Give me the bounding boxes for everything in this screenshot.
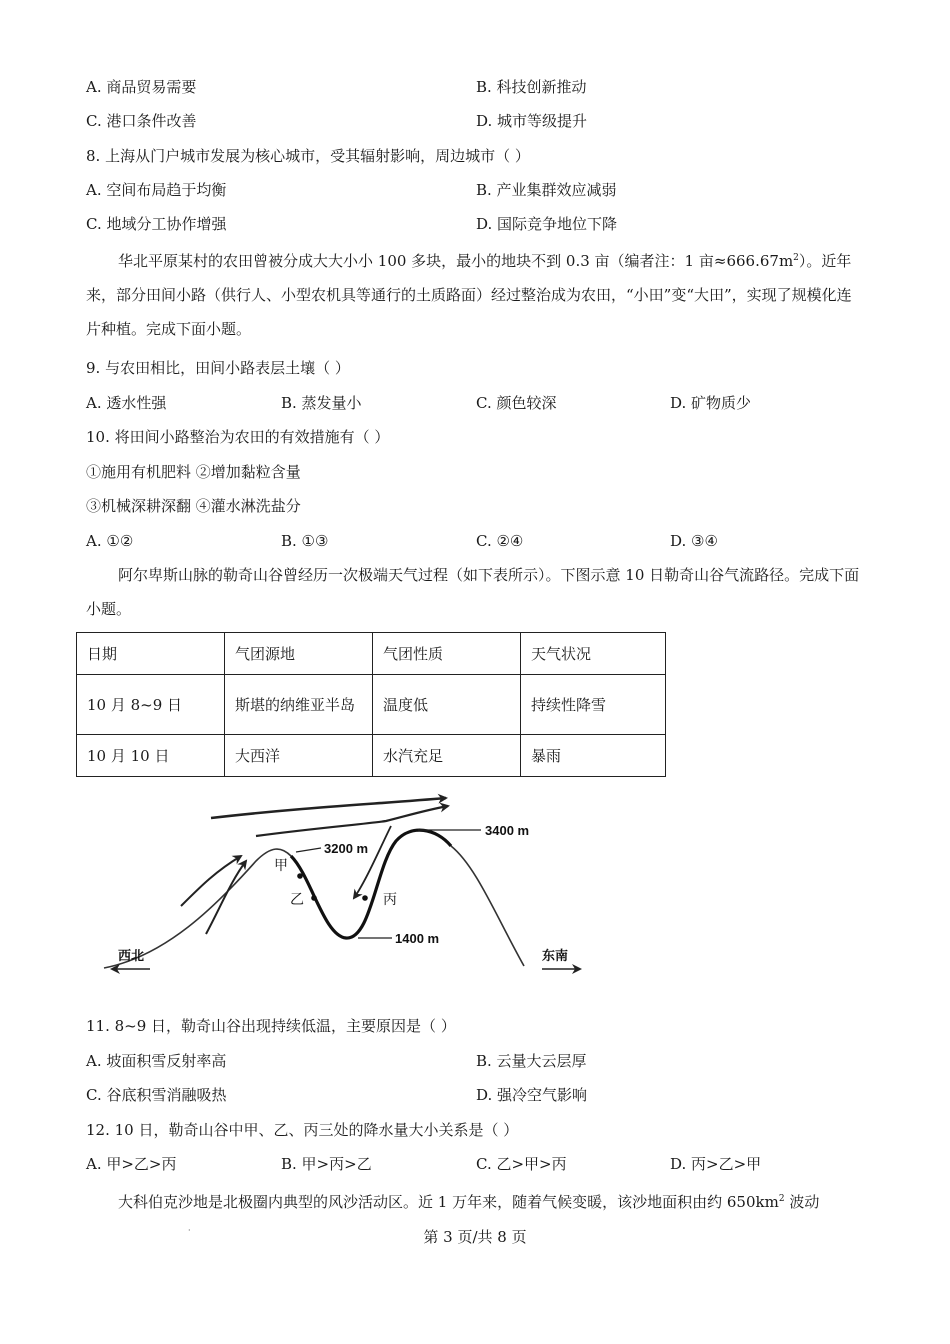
label-jia: 甲 xyxy=(274,858,288,874)
q12-option-b: B. 甲>丙>乙 xyxy=(281,1155,372,1173)
mountain-slope-east xyxy=(451,846,524,966)
airflow-arrow-rising-2 xyxy=(206,861,246,934)
page-number: 第 3 页/共 8 页 xyxy=(423,1228,527,1246)
point-yi-dot xyxy=(311,895,317,901)
label-valley: 1400 m xyxy=(395,931,440,946)
q9-option-d: D. 矿物质少 xyxy=(670,394,752,412)
q7-option-a: A. 商品贸易需要 xyxy=(86,78,197,96)
q7-option-d: D. 城市等级提升 xyxy=(476,112,588,130)
q11-option-b: B. 云量大云层厚 xyxy=(476,1052,587,1070)
q9-stem: 9. 与农田相比，田间小路表层土壤（ ） xyxy=(86,359,350,377)
table-header-source: 气团源地 xyxy=(225,633,373,675)
q10-option-c: C. ②④ xyxy=(476,532,524,550)
passage-farmland-part1: 华北平原某村的农田曾被分成大大小小 100 多块，最小的地块不到 0.3 亩（编者注：1 亩≈666.67 xyxy=(118,252,779,270)
label-yi: 乙 xyxy=(290,892,304,908)
table-cell: 持续性降雪 xyxy=(521,675,666,735)
q10-stem: 10. 将田间小路整治为农田的有效措施有（ ） xyxy=(86,428,390,446)
airflow-arrow-rising-1 xyxy=(181,856,241,906)
point-jia-dot xyxy=(297,873,303,879)
passage-farmland-unit: m xyxy=(778,252,794,270)
q8-option-c: C. 地域分工协作增强 xyxy=(86,215,227,233)
label-southeast: 东南 xyxy=(542,949,569,964)
q12-option-a: A. 甲>乙>丙 xyxy=(86,1155,177,1173)
passage-sand-part2: 波动 xyxy=(784,1193,820,1211)
passage-sand-unit: km xyxy=(755,1193,779,1211)
q10-option-b: B. ①③ xyxy=(281,532,329,550)
passage-farmland-unit-sup: 2 xyxy=(793,253,799,263)
point-bing-dot xyxy=(362,895,368,901)
q10-option-a: A. ①② xyxy=(86,532,134,550)
table-cell: 大西洋 xyxy=(225,735,373,777)
valley-profile xyxy=(291,830,451,938)
q12-option-c: C. 乙>甲>丙 xyxy=(476,1155,567,1173)
table-header-date: 日期 xyxy=(77,633,225,675)
table-row xyxy=(77,735,666,777)
q8-option-d: D. 国际竞争地位下降 xyxy=(476,215,618,233)
table-cell: 暴雨 xyxy=(521,735,666,777)
label-peak-east: 3400 m xyxy=(485,823,530,838)
passage-farmland-part2: ）。近年来，部分田间小路（供行人、小型农机具等通行的土质路面）经过整治成为农田，“小田”变“大田”，实现了规模化连片种植。完成下面小题。 xyxy=(86,252,852,338)
q8-option-a: A. 空间布局趋于均衡 xyxy=(86,181,227,199)
q12-option-d: D. 丙>乙>甲 xyxy=(670,1155,762,1173)
table-cell: 10 月 10 日 xyxy=(77,735,225,777)
table-cell: 水汽充足 xyxy=(373,735,521,777)
footer-mark: · xyxy=(188,1226,191,1235)
q11-stem: 11. 8~9 日，勒奇山谷出现持续低温，主要原因是（ ） xyxy=(86,1017,456,1035)
label-peak-west: 3200 m xyxy=(324,841,369,856)
table-row xyxy=(77,675,666,735)
q10-choices-1: ①施用有机肥料 ②增加黏粒含量 xyxy=(86,463,301,481)
table-cell: 斯堪的纳维亚半岛 xyxy=(225,675,373,735)
table-header-row xyxy=(77,633,666,675)
label-northwest: 西北 xyxy=(118,949,145,964)
q8-stem: 8. 上海从门户城市发展为核心城市，受其辐射影响，周边城市（ ） xyxy=(86,147,530,165)
valley-airflow-diagram xyxy=(96,786,616,986)
peak-west-leader xyxy=(296,848,321,852)
passage-sand-unit-sup: 2 xyxy=(778,1194,785,1204)
label-bing: 丙 xyxy=(383,892,397,908)
q7-option-b: B. 科技创新推动 xyxy=(476,78,587,96)
q10-option-d: D. ③④ xyxy=(670,532,718,550)
table-cell: 10 月 8~9 日 xyxy=(77,675,225,735)
table-header-property: 气团性质 xyxy=(373,633,521,675)
q8-option-b: B. 产业集群效应减弱 xyxy=(476,181,617,199)
q10-choices-2: ③机械深耕深翻 ④灌水淋洗盐分 xyxy=(86,497,301,515)
q7-option-c: C. 港口条件改善 xyxy=(86,112,197,130)
q11-option-a: A. 坡面积雪反射率高 xyxy=(86,1052,227,1070)
table-header-weather: 天气状况 xyxy=(521,633,666,675)
q12-stem: 12. 10 日，勒奇山谷中甲、乙、丙三处的降水量大小关系是（ ） xyxy=(86,1121,519,1139)
passage-sand-dunes xyxy=(118,1189,819,1212)
passage-farmland xyxy=(86,241,866,346)
weather-table xyxy=(76,632,666,777)
q9-option-b: B. 蒸发量小 xyxy=(281,394,362,412)
table-cell: 温度低 xyxy=(373,675,521,735)
passage-sand-part1: 大科伯克沙地是北极圈内典型的风沙活动区。近 1 万年来，随着气候变暖，该沙地面积由约 650 xyxy=(118,1193,756,1211)
q11-option-c: C. 谷底积雪消融吸热 xyxy=(86,1086,227,1104)
q9-option-c: C. 颜色较深 xyxy=(476,394,557,412)
passage-alps: 阿尔卑斯山脉的勒奇山谷曾经历一次极端天气过程（如下表所示）。下图示意 10 日勒奇山谷气流路径。完成下面小题。 xyxy=(86,566,860,618)
q9-option-a: A. 透水性强 xyxy=(86,394,167,412)
q11-option-d: D. 强冷空气影响 xyxy=(476,1086,588,1104)
